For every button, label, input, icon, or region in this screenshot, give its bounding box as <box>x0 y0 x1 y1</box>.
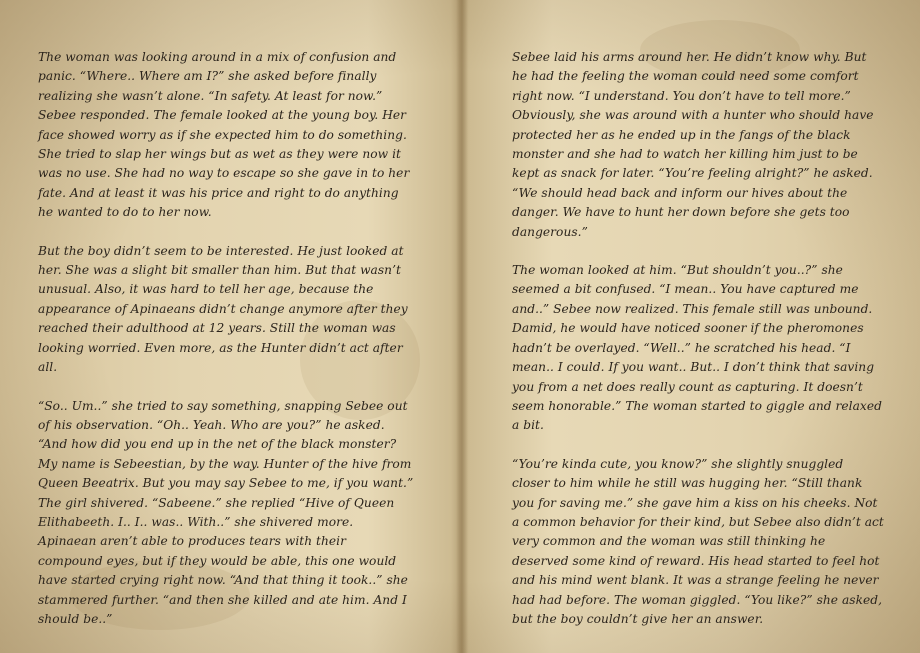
book-spine <box>456 0 468 653</box>
paragraph: The woman was looking around in a mix of confusion and panic. “Where.. Where am I?” she asked before finally realizing she wasn’t alone. “In safety. At least for now.” Sebee responded. The female looked at the young boy. Her face showed worry as if she expected him to do something. She tried to slap her wings but as wet as they were now it was no use. She had no way to escape so she gave in to her fate. And at least it was his price and right to do anything he wanted to do to her now. <box>38 50 410 220</box>
paragraph: Sebee laid his arms around her. He didn’t know why. But he had the feeling the woman could need some comfort right now. “I understand. You don’t have to tell more.” Obviously, she was around with a hunter who should have protected her as he ended up in the fangs of the black monster and she had to watch her killing him just to be kept as snack for later. “You’re feeling alright?” he asked. “We should head back and inform our hives about the danger. We have to hunt her down before she gets too dangerous.” <box>512 50 874 239</box>
left-page <box>38 48 414 648</box>
paragraph: The woman looked at him. “But shouldn’t you..?” she seemed a bit confused. “I mean.. You have captured me and..” Sebee now realized. This female still was unbound. Damid, he would have noticed sooner if the pheromones hadn’t be overlayed. “Well..” he scratched his head. “I mean.. I could. If you want.. But.. I don’t think that saving you from a net does really count as capturing. It doesn’t seem honorable.” The woman started to giggle and relaxed a bit. <box>512 263 882 433</box>
right-page <box>512 48 884 648</box>
paragraph: “So.. Um..” she tried to say something, snapping Sebee out of his observation. “Oh.. Yeah. Who are you?” he asked. “And how did you end up in the net of the black monster? My name is Sebeestian, by the way. Hunter of the hive from Queen Beeatrix. But you may say Sebee to me, if you want.” The girl shivered. “Sabeene.” she replied “Hive of Queen Elithabeeth. I.. I.. was.. With..” she shivered more. Apinaean aren’t able to produces tears with their compound eyes, but if they would be able, this one would have started crying right now. “And that thing it took..” she stammered further. “and then she killed and ate him. And I should be..” <box>38 398 414 626</box>
paragraph: But the boy didn’t seem to be interested. He just looked at her. She was a slight bit smaller than him. But that wasn’t unusual. Also, it was hard to tell her age, because the appearance of Apinaeans didn’t change anymore after they reached their adulthood at 12 years. Still the woman was looking worried. Even more, as the Hunter didn’t act after all. <box>38 243 408 375</box>
paragraph: “You’re kinda cute, you know?” she slightly snuggled closer to him while he still was hugging her. “Still thank you for saving me.” she gave him a kiss on his cheeks. Not a common behavior for their kind, but Sebee also didn’t act very common and the woman was still thinking he deserved some kind of reward. His head started to feel hot and his mind went blank. It was a strange feeling he never had had before. The woman giggled. “You like?” she asked, but the boy couldn’t give her an answer. <box>512 456 884 626</box>
